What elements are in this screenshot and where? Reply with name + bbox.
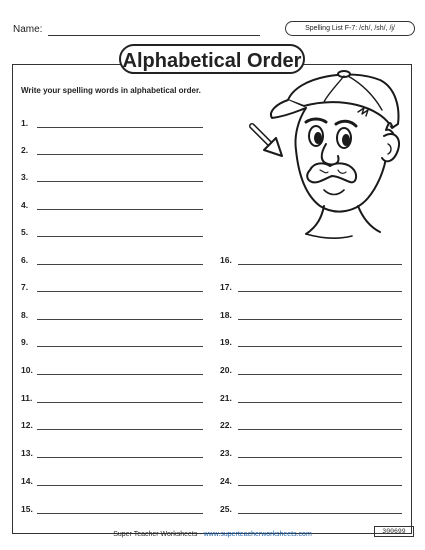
answer-line[interactable] (37, 154, 203, 155)
answer-item-22 (220, 420, 405, 432)
answer-item-16 (220, 255, 405, 267)
item-number: 24. (220, 476, 232, 486)
answer-line[interactable] (238, 402, 402, 403)
answer-item-10 (21, 365, 206, 377)
answer-line[interactable] (37, 346, 203, 347)
answer-line[interactable] (37, 264, 203, 265)
item-number: 1. (21, 118, 29, 128)
item-number: 11. (21, 393, 33, 403)
answer-item-17 (220, 282, 405, 294)
page-title: Alphabetical Order (119, 44, 305, 74)
answer-line[interactable] (37, 291, 203, 292)
answer-line[interactable] (238, 374, 402, 375)
answer-line[interactable] (238, 457, 402, 458)
instructions: Write your spelling words in alphabetical order. (21, 86, 201, 95)
name-row (13, 24, 263, 38)
answer-item-5 (21, 227, 206, 239)
item-number: 7. (21, 282, 29, 292)
footer-link[interactable]: www.superteacherworksheets.com (203, 531, 312, 538)
answer-item-23 (220, 448, 405, 460)
worksheet-code: 300699 (374, 526, 414, 537)
name-field[interactable] (48, 35, 260, 36)
answer-item-7 (21, 282, 206, 294)
answer-line[interactable] (37, 485, 203, 486)
answer-item-4 (21, 200, 206, 212)
answer-line[interactable] (37, 429, 203, 430)
item-number: 19. (220, 337, 232, 347)
answer-line[interactable] (238, 346, 402, 347)
answer-item-19 (220, 337, 405, 349)
item-number: 23. (220, 448, 232, 458)
answer-line[interactable] (238, 264, 402, 265)
answer-line[interactable] (37, 236, 203, 237)
item-number: 20. (220, 365, 232, 375)
item-number: 9. (21, 337, 29, 347)
answer-item-2 (21, 145, 206, 157)
item-number: 8. (21, 310, 29, 320)
answer-line[interactable] (238, 485, 402, 486)
item-number: 4. (21, 200, 29, 210)
answer-item-6 (21, 255, 206, 267)
answer-line[interactable] (37, 181, 203, 182)
item-number: 5. (21, 227, 29, 237)
item-number: 14. (21, 476, 33, 486)
item-number: 16. (220, 255, 232, 265)
cartoon-man-cap-mustache-icon (240, 66, 408, 246)
answer-line[interactable] (238, 291, 402, 292)
item-number: 22. (220, 420, 232, 430)
answer-item-1 (21, 118, 206, 130)
answer-line[interactable] (37, 374, 203, 375)
item-number: 13. (21, 448, 33, 458)
item-number: 18. (220, 310, 232, 320)
spelling-list-badge: Spelling List F-7: /ch/, /sh/, /j/ (285, 21, 415, 36)
item-number: 10. (21, 365, 33, 375)
answer-line[interactable] (238, 429, 402, 430)
item-number: 3. (21, 172, 29, 182)
name-label: Name: (13, 24, 43, 35)
answer-line[interactable] (37, 402, 203, 403)
footer (0, 531, 425, 538)
answer-item-12 (21, 420, 206, 432)
item-number: 2. (21, 145, 29, 155)
answer-item-8 (21, 310, 206, 322)
item-number: 21. (220, 393, 232, 403)
answer-line[interactable] (238, 513, 402, 514)
answer-item-15 (21, 504, 206, 516)
answer-line[interactable] (37, 319, 203, 320)
item-number: 17. (220, 282, 232, 292)
answer-item-13 (21, 448, 206, 460)
answer-item-24 (220, 476, 405, 488)
answer-item-11 (21, 393, 206, 405)
answer-item-14 (21, 476, 206, 488)
answer-item-18 (220, 310, 405, 322)
item-number: 15. (21, 504, 33, 514)
item-number: 25. (220, 504, 232, 514)
answer-item-21 (220, 393, 405, 405)
answer-item-3 (21, 172, 206, 184)
answer-line[interactable] (37, 127, 203, 128)
footer-separator: - (197, 531, 204, 538)
answer-line[interactable] (37, 513, 203, 514)
answer-item-9 (21, 337, 206, 349)
answer-line[interactable] (238, 319, 402, 320)
answer-item-20 (220, 365, 405, 377)
footer-brand: Super Teacher Worksheets (113, 531, 198, 538)
answer-line[interactable] (37, 457, 203, 458)
item-number: 6. (21, 255, 29, 265)
answer-item-25 (220, 504, 405, 516)
answer-line[interactable] (37, 209, 203, 210)
item-number: 12. (21, 420, 33, 430)
